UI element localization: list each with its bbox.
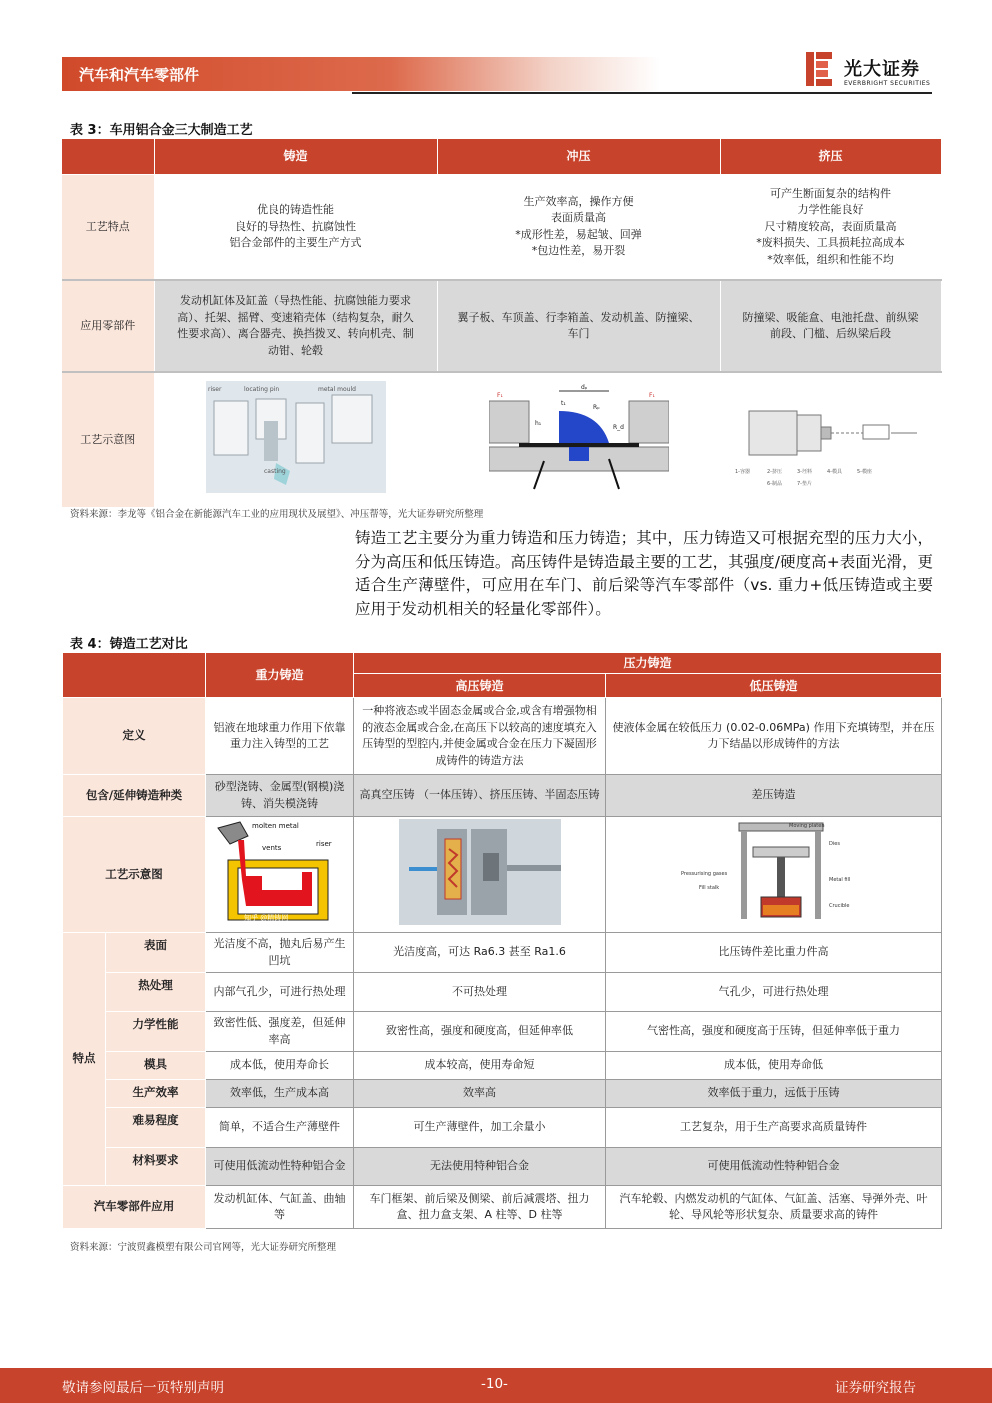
casting-label-mould: metal mould <box>317 386 356 393</box>
row-label-types: 包含/延伸铸造种类 <box>63 775 206 817</box>
line: 防撞梁、吸能盒、电池托盘、前纵梁 <box>742 310 919 324</box>
feature-gravity: 简单，不适合生产薄壁件 <box>206 1108 354 1148</box>
table3-header-extrusion: 挤压 <box>720 139 941 174</box>
section-title: 汽车和汽车零部件 <box>79 66 200 84</box>
feature-name: 热处理 <box>106 973 206 1012</box>
logo-mark-icon <box>806 52 832 86</box>
diagram-gravity <box>206 817 354 933</box>
row-label-diagram: 工艺示意图 <box>63 817 206 933</box>
line: 前段、门槛、后纵梁后段 <box>770 327 891 340</box>
feature-high: 不可热处理 <box>354 973 606 1012</box>
extrusion-label-1: 1-容器 <box>734 469 750 475</box>
table4-source: 资料来源：宁波贸鑫模塑有限公司官网等，光大证券研究所整理 <box>70 1242 337 1253</box>
gravity-label-riser: riser <box>315 839 332 848</box>
feature-gravity: 光洁度不高，抛丸后易产生凹坑 <box>206 933 354 973</box>
cell-casting-parts <box>154 280 437 372</box>
row-label-definition: 定义 <box>63 698 206 775</box>
feature-low: 可使用低流动性特种铝合金 <box>606 1148 942 1186</box>
table3-header-corner <box>62 139 154 174</box>
feature-high: 无法使用特种铝合金 <box>354 1148 606 1186</box>
casting-label-casting: casting <box>263 468 286 475</box>
line: 翼子板、车顶盖、行李箱盖、发动机盖、防撞梁、 <box>457 310 700 324</box>
feature-gravity: 效率低，生产成本高 <box>206 1080 354 1108</box>
line: 生产效率高，操作方便 <box>523 194 634 208</box>
low-pressure-casting-image <box>679 819 869 925</box>
feature-gravity: 致密性低、强度差，但延伸率高 <box>206 1012 354 1052</box>
table3-caption: 表 3：车用铝合金三大制造工艺 <box>70 123 253 138</box>
footer-disclaimer: 敬请参阅最后一页特别声明 <box>62 1380 224 1396</box>
line: 高）、托架、摇臂、变速箱壳体（结构复杂，耐久 <box>177 310 414 324</box>
feature-high: 光洁度高，可达 Ra6.3 甚至 Ra1.6 <box>354 933 606 973</box>
table3-header-stamping: 冲压 <box>437 139 720 174</box>
feature-name: 模具 <box>106 1052 206 1080</box>
table4-header-gravity: 重力铸造 <box>206 653 354 698</box>
types-gravity: 砂型浇铸、金属型(钢模)浇铸、消失模浇铸 <box>206 775 354 817</box>
feature-low: 成本低，使用寿命低 <box>606 1052 942 1080</box>
diagram-high <box>354 817 606 933</box>
feature-name: 力学性能 <box>106 1012 206 1052</box>
low-label-stalk: Fill stalk <box>698 884 719 891</box>
cell-stamping-diagram <box>437 372 720 507</box>
def-low: 使液体金属在较低压力 (0.02-0.06MPa) 作用下充填铸型，并在压力下结晶以形成铸件的方法 <box>606 698 942 775</box>
app-low: 汽车轮毂、内燃发动机的气缸体、气缸盖、活塞、导弹外壳、叶轮、导风轮等形状复杂、质量要求高的铸件 <box>606 1186 942 1229</box>
cell-extrusion-diagram <box>720 372 941 507</box>
cell-stamping-features <box>437 174 720 280</box>
table4 <box>62 652 942 1229</box>
cell-stamping-parts <box>437 280 720 372</box>
low-label-gases: Pressurising gases <box>680 870 727 877</box>
table4-header-pressure: 压力铸造 <box>354 653 942 674</box>
line: 发动机缸体及缸盖（导热性能、抗腐蚀能力要求 <box>180 294 411 307</box>
extrusion-label-7: 7-垫片 <box>796 481 812 487</box>
low-label-dies: Dies <box>828 840 840 847</box>
gravity-casting-image <box>212 820 348 924</box>
cell-extrusion-parts <box>720 280 941 372</box>
feature-low: 气密性高，强度和硬度高于压铸，但延伸率低于重力 <box>606 1012 942 1052</box>
row-label-application: 汽车零部件应用 <box>63 1186 206 1229</box>
diagram-low <box>606 817 942 933</box>
logo-cn-text: 光大证券 <box>844 59 920 80</box>
table4-header-high: 高压铸造 <box>354 674 606 698</box>
stamp-label-f2: F₁ <box>648 392 655 399</box>
extrusion-label-4: 4-模具 <box>826 469 842 475</box>
feature-gravity: 可使用低流动性特种铝合金 <box>206 1148 354 1186</box>
stamp-label-f1: F₁ <box>496 392 503 399</box>
line: 优良的铸造性能 <box>257 203 334 216</box>
line: 表面质量高 <box>551 211 606 225</box>
types-high: 高真空压铸 （一体压铸）、挤压压铸、半固态压铸 <box>354 775 606 817</box>
feature-high: 致密性高，强度和硬度高，但延伸率低 <box>354 1012 606 1052</box>
cell-casting-features <box>154 174 437 280</box>
page-number: -10- <box>481 1376 508 1392</box>
table4-header-corner <box>63 653 206 698</box>
line: *效率低，组织和性能不均 <box>767 252 894 266</box>
table4-header-low: 低压铸造 <box>606 674 942 698</box>
table3 <box>62 139 942 508</box>
feature-low: 工艺复杂，用于生产高要求高质量铸件 <box>606 1108 942 1148</box>
extrusion-label-3: 3-坯料 <box>796 469 812 475</box>
table3-header-casting: 铸造 <box>154 139 437 174</box>
casting-label-pin: locating pin <box>243 386 279 393</box>
row-label-features: 特点 <box>63 933 106 1186</box>
line: 良好的导热性、抗腐蚀性 <box>235 219 356 233</box>
gravity-label-molten: molten metal <box>251 821 299 830</box>
feature-gravity: 内部气孔少，可进行热处理 <box>206 973 354 1012</box>
extrusion-label-6: 6-制品 <box>766 481 782 487</box>
feature-high: 成本较高，使用寿命短 <box>354 1052 606 1080</box>
line: 铝合金部件的主要生产方式 <box>229 236 362 249</box>
low-label-crucible: Crucible <box>828 902 849 909</box>
app-gravity: 发动机缸体、气缸盖、曲轴等 <box>206 1186 354 1229</box>
stamp-label-rp: Rₚ <box>592 404 600 411</box>
high-pressure-casting-image <box>399 819 561 925</box>
feature-low: 比压铸件差比重力件高 <box>606 933 942 973</box>
gravity-label-vents: vents <box>261 843 281 852</box>
extrusion-label-5: 5-模座 <box>856 469 872 475</box>
line: *成形性差，易起皱、回弹 <box>515 227 642 241</box>
feature-high: 可生产薄壁件，加工余量小 <box>354 1108 606 1148</box>
stamp-label-h: h₁ <box>534 420 541 427</box>
cell-extrusion-features <box>720 174 941 280</box>
line: 尺寸精度较高，表面质量高 <box>764 219 897 233</box>
line: *废料损失、工具损耗拉高成本 <box>756 236 905 249</box>
line: 力学性能良好 <box>797 203 864 216</box>
feature-name: 表面 <box>106 933 206 973</box>
feature-name: 材料要求 <box>106 1148 206 1186</box>
stamp-label-dp: dₚ <box>580 384 587 391</box>
footer-report-type: 证券研究报告 <box>835 1380 916 1396</box>
table4-caption: 表 4：铸造工艺对比 <box>70 637 188 652</box>
app-high: 车门框架、前后梁及侧梁、前后减震塔、扭力盒、扭力盒支架、A 柱等、D 柱等 <box>354 1186 606 1229</box>
row-label-parts: 应用零部件 <box>62 280 154 372</box>
casting-label-riser: riser <box>207 386 221 393</box>
extrusion-press-diagram <box>731 381 931 493</box>
casting-mould-diagram <box>206 381 386 493</box>
feature-name: 难易程度 <box>106 1108 206 1148</box>
def-gravity: 铝液在地球重力作用下依靠重力注入铸型的工艺 <box>206 698 354 775</box>
low-label-metal: Metal fill <box>828 876 850 883</box>
feature-low: 气孔少，可进行热处理 <box>606 973 942 1012</box>
line: 可产生断面复杂的结构件 <box>770 186 891 200</box>
line: *包边性差，易开裂 <box>531 244 626 258</box>
low-label-platen: Moving platen <box>788 822 824 829</box>
stamping-die-diagram <box>489 381 669 493</box>
line: 车门 <box>567 327 590 340</box>
line: 性要求高）、离合器壳、换挡拨叉、转向机壳、制 <box>177 327 414 340</box>
feature-high: 效率高 <box>354 1080 606 1108</box>
company-logo <box>806 52 934 92</box>
row-label-diagram: 工艺示意图 <box>62 372 154 507</box>
feature-low: 效率低于重力，远低于压铸 <box>606 1080 942 1108</box>
table3-source: 资料来源：李龙等《铝合金在新能源汽车工业的应用现状及展望》、冲压帮等，光大证券研究所整理 <box>70 509 484 520</box>
body-paragraph: 铸造工艺主要分为重力铸造和压力铸造；其中，压力铸造又可根据充型的压力大小，分为高压和低压铸造。高压铸件是铸造最主要的工艺，其强度/硬度高+表面光滑，更适合生产薄壁件，可应用在车门、前后梁等汽车零部件（vs. 重力+低压铸造或主要应用于发动机相关的轻量化零部件）。 <box>355 529 933 618</box>
cell-casting-diagram <box>154 372 437 507</box>
types-low: 差压铸造 <box>606 775 942 817</box>
feature-name: 生产效率 <box>106 1080 206 1108</box>
feature-gravity: 成本低，使用寿命长 <box>206 1052 354 1080</box>
line: 动钳、轮毂 <box>268 343 323 357</box>
stamp-label-t: t₁ <box>560 400 566 407</box>
def-high: 一种将液态或半固态金属或合金,或含有增强物相的液态金属或合金,在高压下以较高的速度填充入压铸型的型腔内,并使金属或合金在压力下凝固形成铸件的铸造方法 <box>354 698 606 775</box>
extrusion-label-2: 2-挤压 <box>766 469 782 475</box>
gravity-label-watermark: 知乎 @精铸网 <box>243 913 288 922</box>
logo-en-text: EVERBRIGHT SECURITIES <box>844 80 931 87</box>
row-label-features: 工艺特点 <box>62 174 154 280</box>
stamp-label-rd: R_d <box>612 424 624 431</box>
header-rule <box>352 92 932 94</box>
